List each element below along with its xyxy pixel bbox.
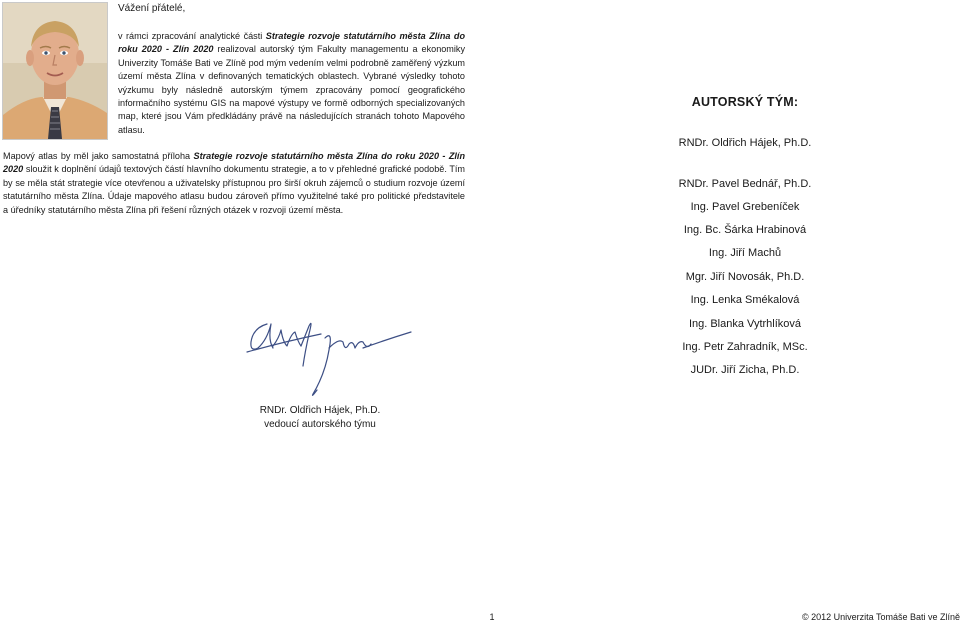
- team-member: Ing. Jiří Machů: [708, 247, 782, 259]
- team-member: Ing. Pavel Grebeníček: [690, 201, 800, 213]
- team-member: JUDr. Jiří Zicha, Ph.D.: [690, 364, 800, 376]
- letter-paragraph-2: [3, 150, 465, 217]
- page-number: 1: [489, 612, 495, 622]
- paragraph-2-text-end: sloužit k doplnění údajů textových částí hlavního dokumentu strategie, a to v přehledné grafické podobě. Tím by se měla stát strategie více otevřenou a uživatelsky přístupnou pro širší okruh zájemců o studium rozvoje území statutárního města Zlína. Údaje mapového atlasu budou zároveň přímo využitelné také pro politické představitele a úředníky statutárního města Zlína při řešení různých otázek v rozvoji území města.: [3, 164, 465, 215]
- team-member: Ing. Petr Zahradník, MSc.: [682, 341, 808, 353]
- paragraph-1-strategy-title: Strategie rozvoje statutárního města Zlína do roku 2020 - Zlín 2020: [118, 31, 466, 55]
- signer-block: [240, 404, 400, 431]
- signer-name: RNDr. Oldřich Hájek, Ph.D.: [259, 405, 381, 416]
- paragraph-2-text-start: Mapový atlas by měl jako samostatná příloha: [3, 151, 194, 161]
- letter-paragraph-1: [118, 30, 465, 137]
- team-member: Ing. Blanka Vytrhlíková: [688, 318, 802, 330]
- paragraph-1-text-start: v rámci zpracování analytické části: [118, 31, 266, 41]
- team-member: Ing. Bc. Šárka Hrabinová: [683, 224, 807, 236]
- letter-greeting: Vážení přátelé,: [118, 3, 186, 14]
- paragraph-2-strategy-title: Strategie rozvoje statutárního města Zlína do roku 2020 - Zlín 2020: [3, 151, 465, 175]
- handwritten-signature: [243, 312, 418, 404]
- team-member: RNDr. Oldřich Hájek, Ph.D.: [678, 137, 812, 149]
- author-portrait-photo: [2, 2, 108, 140]
- copyright-notice: © 2012 Univerzita Tomáše Bati ve Zlíně: [801, 612, 960, 622]
- paragraph-1-text-end: realizoval autorský tým Fakulty managementu a ekonomiky Univerzity Tomáše Bati ve Zlíně pod mým vedením velmi podrobně zaměřený výzkum území města Zlína v definovaných tematických oblastech. Vybrané výsledky tohoto výzkumu byly následně autorským týmem zpracovány pomocí geografického informačního systému GIS na mapové výstupy ve formě odborných specializovaných map, které jsou Vám předkládány právě na následujících stranách tohoto Mapového atlasu.: [118, 44, 465, 135]
- portrait-illustration: [3, 3, 107, 139]
- team-member: Ing. Lenka Smékalová: [690, 294, 800, 306]
- team-member: Mgr. Jiří Novosák, Ph.D.: [685, 271, 805, 283]
- team-member: RNDr. Pavel Bednář, Ph.D.: [678, 178, 812, 190]
- author-team-title: AUTORSKÝ TÝM:: [691, 95, 799, 109]
- signer-role: vedoucí autorského týmu: [264, 418, 376, 430]
